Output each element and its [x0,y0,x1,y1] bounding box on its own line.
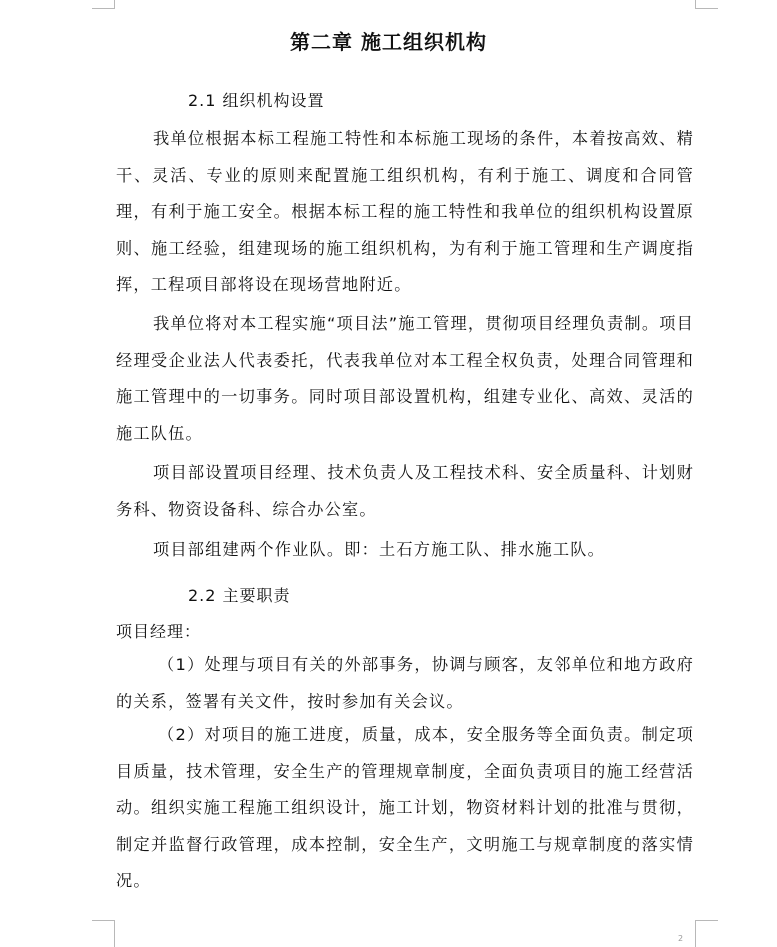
section-heading-2-1: 2.1 组织机构设置 [188,91,325,110]
section-heading-2-2: 2.2 主要职责 [188,586,291,605]
crop-mark-bottom-right [695,920,718,947]
page-number: 2 [678,934,684,943]
crop-mark-top-right [695,0,718,9]
crop-mark-top-left [92,0,115,9]
paragraph: 我单位将对本工程实施“项目法”施工管理，贯彻项目经理负责制。项目经理受企业法人代表委托，代表我单位对本工程全权负责，处理合同管理和施工管理中的一切事务。同时项目部设置机构，组建专业化、高效、灵活的施工队伍。 [116,314,694,443]
crop-mark-bottom-left [92,920,115,947]
paragraph: 项目部设置项目经理、技术负责人及工程技术科、安全质量科、计划财务科、物资设备科、综合办公室。 [116,463,694,519]
chapter-title: 第二章 施工组织机构 [290,30,487,54]
duty-item: （1）处理与项目有关的外部事务，协调与顾客，友邻单位和地方政府的关系，签署有关文件，按时参加有关会议。 [116,655,694,711]
role-label: 项目经理： [116,622,202,641]
duty-item: （2）对项目的施工进度，质量，成本，安全服务等全面负责。制定项目质量，技术管理，安全生产的管理规章制度，全面负责项目的施工经营活动。组织实施工程施工组织设计，施工计划，物资材料计划的批准与贯彻，制定并监督行政管理，成本控制，安全生产，文明施工与规章制度的落实情况。 [116,725,694,891]
paragraph: 我单位根据本标工程施工特性和本标施工现场的条件，本着按高效、精干、灵活、专业的原则来配置施工组织机构，有利于施工、调度和合同管理，有利于施工安全。根据本标工程的施工特性和我单位的组织机构设置原则、施工经验，组建现场的施工组织机构，为有利于施工管理和生产调度指挥，工程项目部将设在现场营地附近。 [116,129,694,295]
paragraph: 项目部组建两个作业队。即：土石方施工队、排水施工队。 [153,540,606,559]
